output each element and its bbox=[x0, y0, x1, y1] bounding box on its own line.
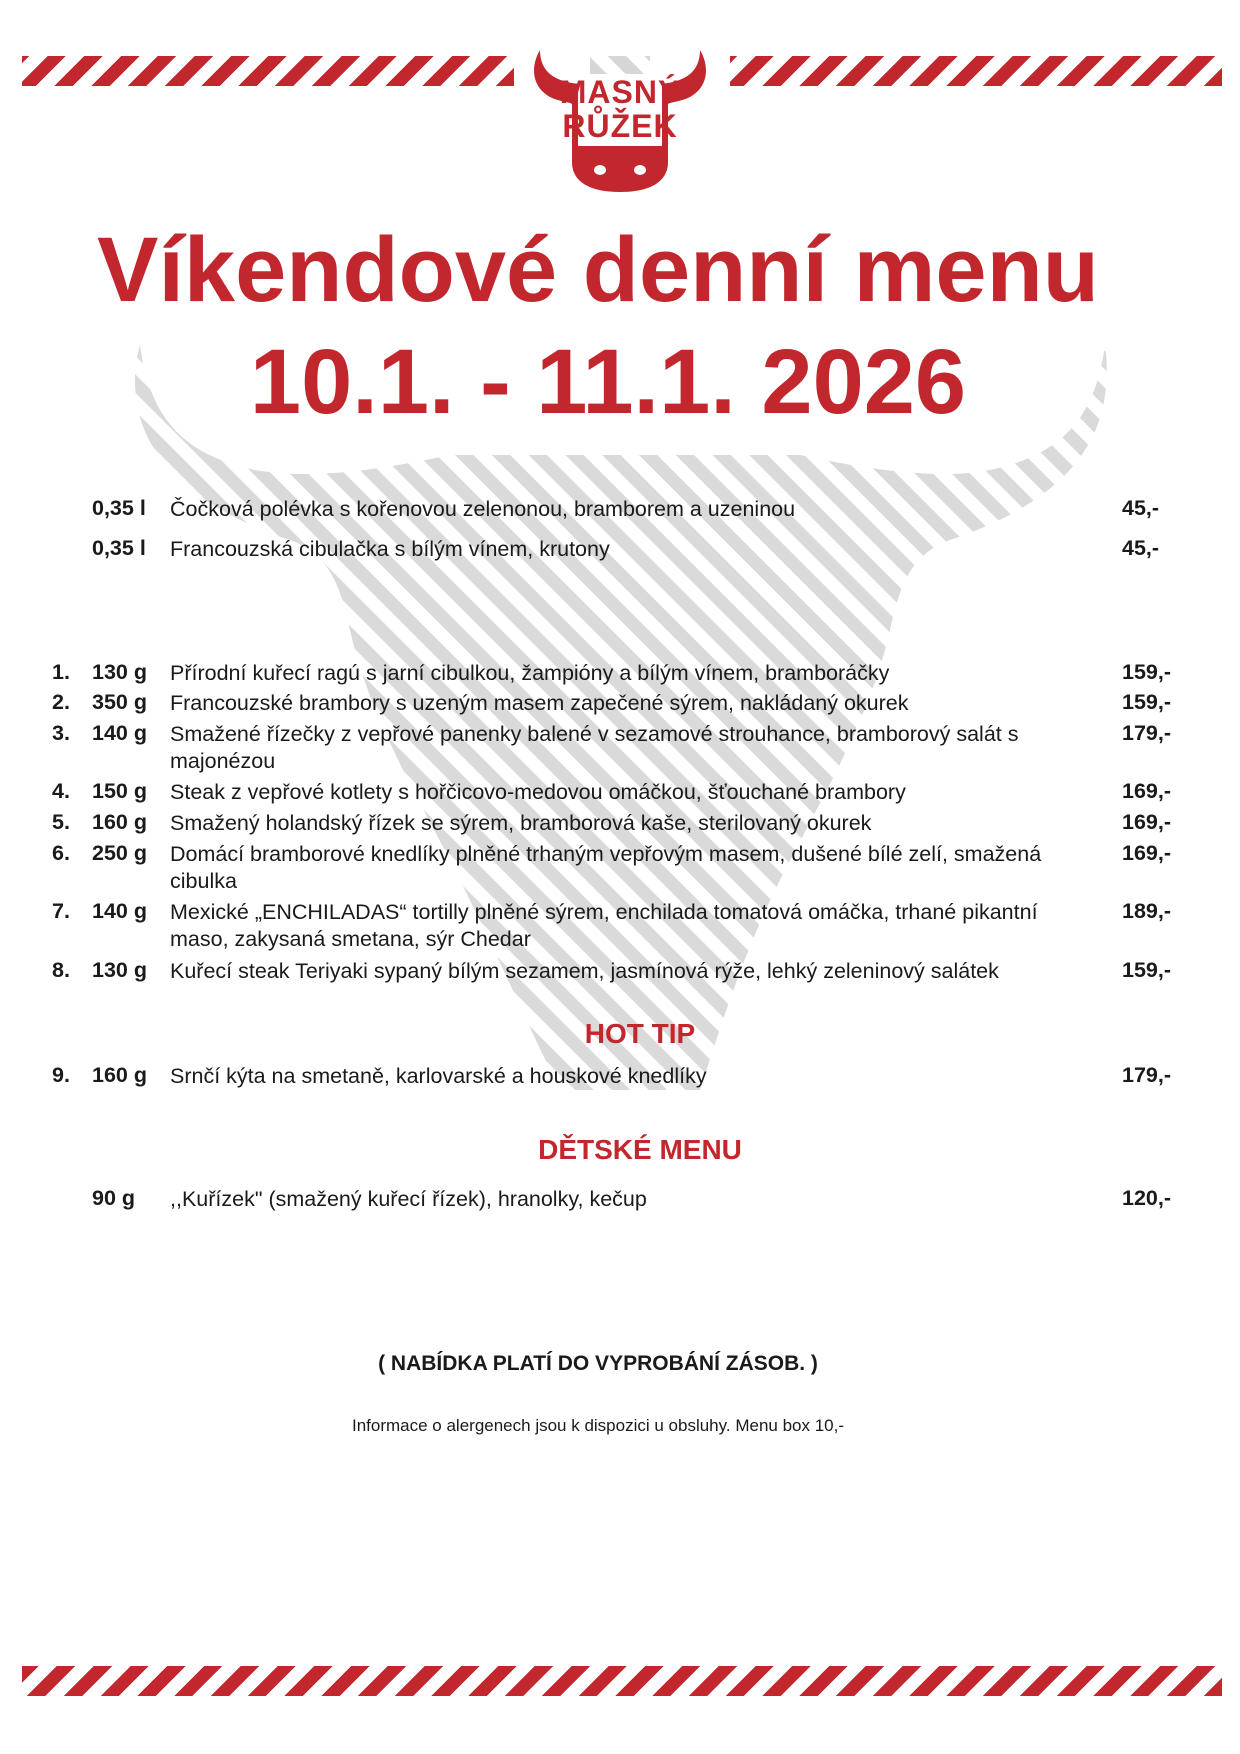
dish-description: ,,Kuřízek" (smažený kuřecí řízek), hranolky, kečup bbox=[170, 1187, 647, 1211]
portion-size: 0,35 l bbox=[92, 536, 146, 560]
dish-description: Steak z vepřové kotlety s hořčicovo-medovou omáčkou, šťouchané brambory bbox=[170, 780, 906, 804]
dish-price: 159,- bbox=[1122, 958, 1172, 982]
dish-price: 159,- bbox=[1122, 690, 1172, 714]
dish-description: Srnčí kýta na smetaně, karlovarské a houskové knedlíky bbox=[170, 1064, 707, 1088]
page-title: Víkendové denní menu bbox=[97, 219, 1099, 321]
dish-description: Přírodní kuřecí ragú s jarní cibulkou, žampióny a bílým vínem, bramboráčky bbox=[170, 661, 890, 685]
top-right-stripe-bar bbox=[730, 56, 1222, 86]
dish-number: 1. bbox=[52, 660, 70, 684]
bottom-stripe-bar bbox=[22, 1666, 1222, 1696]
dish-price: 120,- bbox=[1122, 1186, 1172, 1210]
dish-price: 45,- bbox=[1122, 536, 1160, 560]
dish-description: Čočková polévka s kořenovou zelenonou, bramborem a uzeninou bbox=[170, 497, 796, 521]
availability-note: ( NABÍDKA PLATÍ DO VYPROBÁNÍ ZÁSOB. ) bbox=[378, 1352, 818, 1375]
portion-size: 160 g bbox=[92, 810, 147, 834]
top-left-stripe-bar bbox=[22, 56, 514, 86]
dish-number: 9. bbox=[52, 1063, 70, 1087]
dish-description: Kuřecí steak Teriyaki sypaný bílým sezamem, jasmínová rýže, lehký zeleninový salátek bbox=[170, 959, 999, 983]
portion-size: 150 g bbox=[92, 779, 147, 803]
logo-text-ruzek: RŮŽEK bbox=[562, 108, 678, 144]
dish-number: 4. bbox=[52, 779, 70, 803]
dish-number: 6. bbox=[52, 841, 70, 865]
kids-menu-heading: DĚTSKÉ MENU bbox=[538, 1134, 742, 1165]
masny-ruzek-logo bbox=[520, 42, 720, 192]
portion-size: 0,35 l bbox=[92, 496, 146, 520]
dish-description: Smažené řízečky z vepřové panenky balené v sezamové strouhance, bramborový salát s majonézou bbox=[170, 722, 1019, 773]
dish-description: Francouzská cibulačka s bílým vínem, krutony bbox=[170, 537, 610, 561]
hot-tip-heading: HOT TIP bbox=[584, 1018, 696, 1049]
dish-description: Francouzské brambory s uzeným masem zapečené sýrem, nakládaný okurek bbox=[170, 691, 909, 715]
portion-size: 250 g bbox=[92, 841, 147, 865]
dish-number: 8. bbox=[52, 958, 70, 982]
dish-description: Mexické „ENCHILADAS“ tortilly plněné sýrem, enchilada tomatová omáčka, trhané pikantní maso, zakysaná smetana, sýr Chedar bbox=[170, 900, 1038, 951]
dish-price: 179,- bbox=[1122, 1063, 1172, 1087]
date-range: 10.1. - 11.1. 2026 bbox=[249, 331, 967, 433]
portion-size: 140 g bbox=[92, 721, 147, 745]
portion-size: 130 g bbox=[92, 660, 147, 684]
dish-number: 2. bbox=[52, 690, 70, 714]
dish-description: Smažený holandský řízek se sýrem, bramborová kaše, sterilovaný okurek bbox=[170, 811, 872, 835]
dish-price: 159,- bbox=[1122, 660, 1172, 684]
dish-price: 169,- bbox=[1122, 779, 1172, 803]
dish-price: 169,- bbox=[1122, 841, 1172, 865]
portion-size: 140 g bbox=[92, 899, 147, 923]
portion-size: 90 g bbox=[92, 1186, 136, 1210]
dish-number: 5. bbox=[52, 810, 70, 834]
allergen-info: Informace o alergenech jsou k dispozici u obsluhy. Menu box 10,- bbox=[351, 1416, 844, 1435]
logo-text-masny: MASNÝ bbox=[559, 74, 681, 110]
dish-price: 45,- bbox=[1122, 496, 1160, 520]
dish-description: Domácí bramborové knedlíky plněné trhaným vepřovým masem, dušené bílé zelí, smažená cibulka bbox=[170, 842, 1042, 893]
portion-size: 350 g bbox=[92, 690, 147, 714]
dish-price: 169,- bbox=[1122, 810, 1172, 834]
dish-price: 189,- bbox=[1122, 899, 1172, 923]
dish-number: 3. bbox=[52, 721, 70, 745]
dish-price: 179,- bbox=[1122, 721, 1172, 745]
portion-size: 130 g bbox=[92, 958, 147, 982]
dish-number: 7. bbox=[52, 899, 70, 923]
portion-size: 160 g bbox=[92, 1063, 147, 1087]
